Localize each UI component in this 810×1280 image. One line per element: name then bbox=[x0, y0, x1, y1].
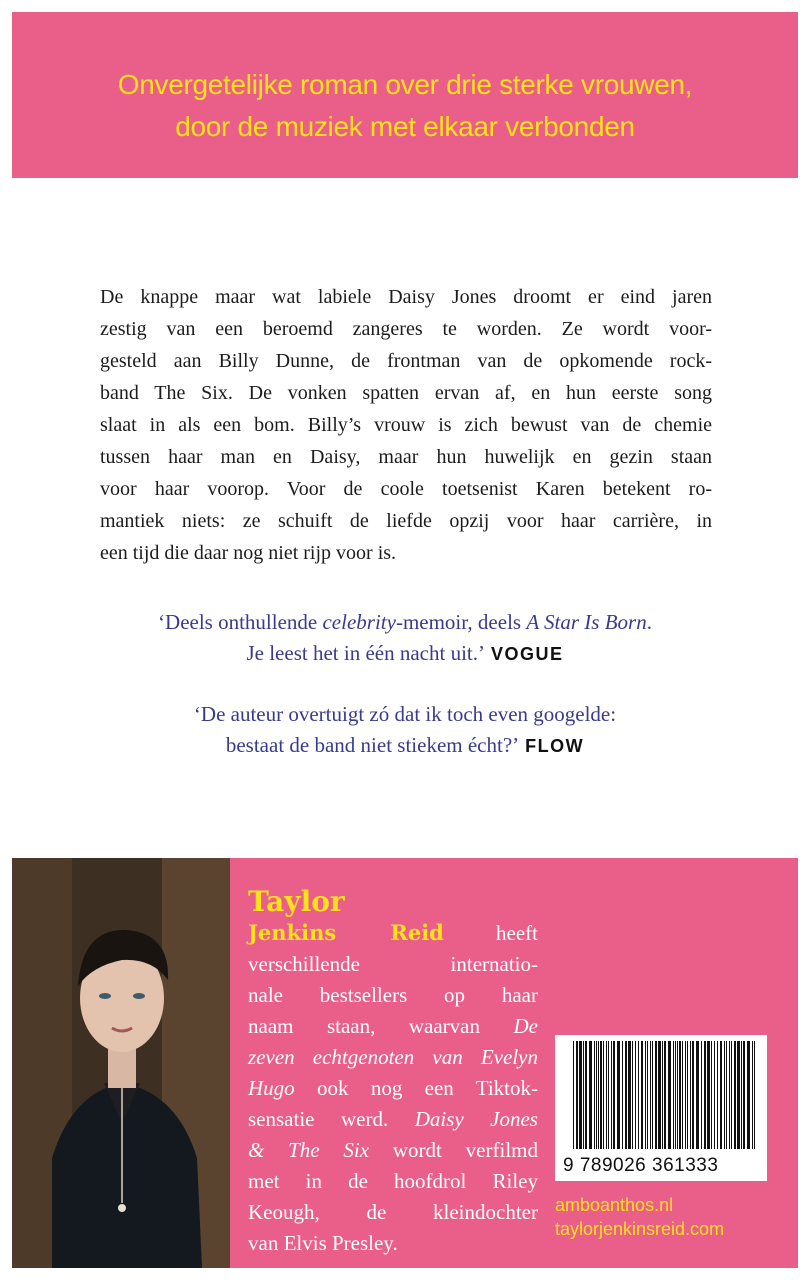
blurb-line: mantiek niets: ze schuift de liefde opzij voor haar carrière, in bbox=[100, 510, 712, 532]
blurb bbox=[100, 281, 712, 569]
barcode-bar bbox=[707, 1041, 710, 1149]
barcode-bar bbox=[754, 1041, 755, 1149]
quote-source: FLOW bbox=[525, 736, 585, 756]
barcode-bar bbox=[625, 1041, 627, 1149]
bio-line: met in de hoofdrol Riley bbox=[248, 1169, 538, 1193]
barcode-bar bbox=[720, 1041, 722, 1149]
quote-text: ‘Deels onthullende bbox=[158, 610, 323, 634]
barcode-bar bbox=[596, 1041, 597, 1149]
quote-text: -memoir, deels bbox=[395, 610, 527, 634]
author-photo bbox=[12, 858, 230, 1268]
tagline-line-1: Onvergetelijke roman over drie sterke vrouwen, bbox=[117, 69, 693, 100]
bio-line bbox=[248, 1011, 538, 1042]
quote-emphasis: A Star Is Born bbox=[526, 610, 647, 634]
blurb-line: slaat in als een bom. Billy’s vrouw is zich bewust van de chemie bbox=[100, 414, 712, 436]
barcode-bar bbox=[714, 1041, 715, 1149]
barcode-bar bbox=[731, 1041, 732, 1149]
author-portrait-illustration bbox=[12, 858, 230, 1268]
bio-text: wordt verfilmd bbox=[369, 1138, 538, 1162]
bio-text: heeft bbox=[496, 921, 539, 945]
tagline-line-2: door de muziek met elkaar verbonden bbox=[175, 111, 635, 142]
barcode-bar bbox=[729, 1041, 730, 1149]
barcode-bar bbox=[734, 1041, 736, 1149]
barcode-bar bbox=[752, 1041, 753, 1149]
blurb-line: voor haar voorop. Voor de coole toetsenist Karen betekent ro- bbox=[100, 478, 712, 500]
barcode-bar bbox=[613, 1041, 615, 1149]
blurb-line: een tijd die daar nog niet rijp voor is. bbox=[100, 542, 397, 564]
barcode-bar bbox=[704, 1041, 706, 1149]
quote-text: Je leest het in één nacht uit.’ bbox=[246, 641, 485, 665]
barcode-bar bbox=[724, 1041, 725, 1149]
blurb-line: gesteld aan Billy Dunne, de frontman van de opkomende rock- bbox=[100, 350, 712, 372]
review-quote-vogue bbox=[80, 607, 730, 670]
barcode-bar bbox=[673, 1041, 674, 1149]
barcode-bar bbox=[635, 1041, 636, 1149]
publisher-url: amboanthos.nl bbox=[555, 1195, 674, 1215]
barcode-bar bbox=[645, 1041, 646, 1149]
quote-line bbox=[80, 638, 730, 670]
bio-title: zeven echtgenoten van Evelyn bbox=[248, 1045, 538, 1069]
barcode-bar bbox=[600, 1041, 602, 1149]
bio-text: ook nog een Tiktok- bbox=[294, 1076, 538, 1100]
barcode-bar bbox=[579, 1041, 582, 1149]
bio-line: verschillende internatio- bbox=[248, 952, 538, 976]
barcode-bar bbox=[717, 1041, 718, 1149]
barcode-bar bbox=[576, 1041, 578, 1149]
barcode-bar bbox=[692, 1041, 694, 1149]
barcode-bar bbox=[747, 1041, 750, 1149]
isbn-number: 9 789026 361333 bbox=[563, 1155, 719, 1176]
barcode-bar bbox=[690, 1041, 691, 1149]
barcode-bar bbox=[585, 1041, 587, 1149]
barcode-bar bbox=[606, 1041, 607, 1149]
barcode-bar bbox=[696, 1041, 699, 1149]
barcode-bar bbox=[658, 1041, 661, 1149]
blurb-line: zestig van een beroemd zangeres te worden. Ze wordt voor- bbox=[100, 318, 712, 340]
bio-line bbox=[248, 1135, 538, 1166]
barcode-bar bbox=[598, 1041, 599, 1149]
barcode-bar bbox=[589, 1041, 592, 1149]
barcode-bar bbox=[641, 1041, 643, 1149]
barcode-bar bbox=[679, 1041, 681, 1149]
bio-text: naam staan, waarvan bbox=[248, 1014, 514, 1038]
quote-source: VOGUE bbox=[490, 644, 564, 664]
barcode-bar bbox=[611, 1041, 612, 1149]
bio-title: Hugo bbox=[248, 1076, 295, 1100]
bio-line bbox=[248, 1073, 538, 1104]
quote-text: . bbox=[646, 610, 652, 634]
barcode-bar bbox=[726, 1041, 727, 1149]
author-url: taylorjenkinsreid.com bbox=[555, 1219, 725, 1239]
barcode-bar bbox=[677, 1041, 678, 1149]
barcode-bar bbox=[675, 1041, 676, 1149]
barcode-bar bbox=[652, 1041, 653, 1149]
barcode-bar bbox=[662, 1041, 663, 1149]
barcode-bar bbox=[583, 1041, 584, 1149]
barcode-bar bbox=[647, 1041, 648, 1149]
quote-line bbox=[80, 607, 730, 638]
barcode-bar bbox=[687, 1041, 688, 1149]
barcode-bar bbox=[655, 1041, 657, 1149]
bio-line bbox=[248, 1104, 538, 1135]
blurb-line: tussen haar man en Daisy, maar hun huwelijk en gezin staan bbox=[100, 446, 712, 468]
bio-title: De bbox=[513, 1014, 538, 1038]
quote-text: bestaat de band niet stiekem écht?’ bbox=[225, 733, 520, 757]
blurb-line: De knappe maar wat labiele Daisy Jones droomt er eind jaren bbox=[100, 286, 712, 308]
isbn-barcode bbox=[555, 1035, 767, 1181]
barcode-bar bbox=[701, 1041, 702, 1149]
bio-line: Keough, de kleindochter bbox=[248, 1200, 538, 1224]
bio-title: Daisy Jones bbox=[414, 1107, 538, 1131]
barcode-bar bbox=[668, 1041, 671, 1149]
barcode-bar bbox=[617, 1041, 620, 1149]
blurb-line: band The Six. De vonken spatten ervan af, en hun eerste song bbox=[100, 382, 712, 404]
barcode-bar bbox=[573, 1041, 574, 1149]
quote-line: ‘De auteur overtuigt zó dat ik toch even googelde: bbox=[193, 702, 617, 726]
barcode-bar bbox=[594, 1041, 595, 1149]
quote-emphasis: celebrity bbox=[322, 610, 396, 634]
barcode-bar bbox=[632, 1041, 633, 1149]
bio-line: van Elvis Presley. bbox=[248, 1231, 398, 1255]
bio-line bbox=[248, 917, 538, 949]
barcode-bar bbox=[650, 1041, 651, 1149]
barcode-bar bbox=[664, 1041, 666, 1149]
barcode-bar bbox=[685, 1041, 686, 1149]
website-links bbox=[555, 1193, 724, 1241]
review-quote-flow bbox=[80, 699, 730, 762]
bio-title: & The Six bbox=[248, 1138, 370, 1162]
author-first-name: Taylor bbox=[248, 885, 345, 918]
barcode-bar bbox=[741, 1041, 742, 1149]
barcode-bar bbox=[682, 1041, 683, 1149]
author-last-name: Jenkins Reid bbox=[248, 920, 444, 945]
barcode-bar bbox=[603, 1041, 604, 1149]
barcode-bar bbox=[622, 1041, 623, 1149]
tagline bbox=[12, 64, 798, 148]
barcode-bar bbox=[638, 1041, 639, 1149]
bio-line: nale bestsellers op haar bbox=[248, 983, 538, 1007]
quote-line bbox=[80, 730, 730, 762]
barcode-bar bbox=[628, 1041, 631, 1149]
barcode-bar bbox=[737, 1041, 740, 1149]
barcode-bar bbox=[711, 1041, 712, 1149]
barcode-bar bbox=[743, 1041, 745, 1149]
bio-text: sensatie werd. bbox=[248, 1107, 415, 1131]
author-bio bbox=[248, 887, 538, 1259]
bio-line bbox=[248, 1042, 538, 1073]
top-banner bbox=[12, 12, 798, 178]
barcode-bar bbox=[608, 1041, 609, 1149]
